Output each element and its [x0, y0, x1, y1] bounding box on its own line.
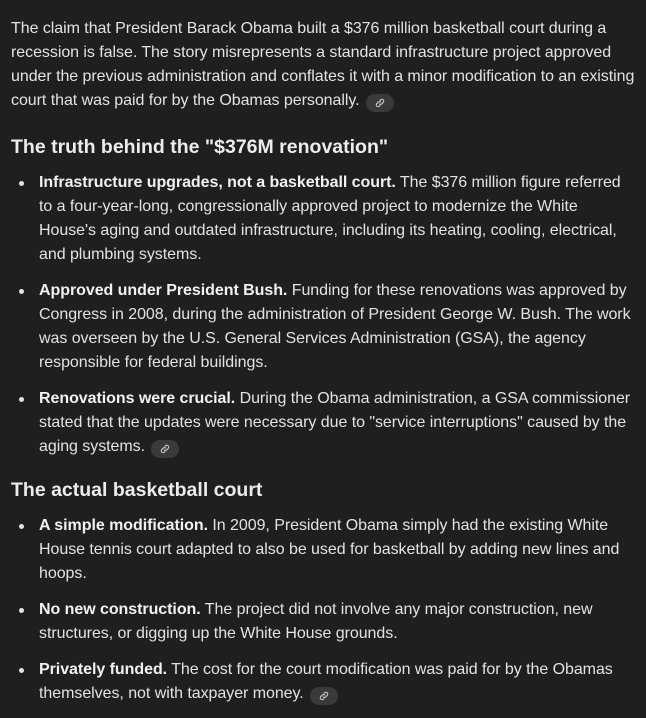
list-item: [11, 514, 636, 586]
bullet-dot: [19, 289, 24, 294]
list-item: [11, 387, 636, 459]
item-lead: No new construction.: [39, 601, 201, 618]
item-text: The $376 million figure referred to a four-year-long, congressionally approved project to modernize the White House's aging and outdated infrastructure, including its heating, cooling, electrical, and plumbing systems.: [39, 174, 621, 263]
item-lead: Infrastructure upgrades, not a basketball court.: [39, 174, 396, 191]
item-text: The project did not involve any major construction, new structures, or digging up the White House grounds.: [39, 601, 593, 642]
list-item: [11, 598, 636, 646]
item-text: Funding for these renovations was approved by Congress in 2008, during the administration of President George W. Bush. The work was overseen by the U.S. General Services Administration (GSA), the agency responsible for federal buildings.: [39, 282, 631, 371]
renovation-list: [11, 171, 636, 459]
item-lead: A simple modification.: [39, 517, 208, 534]
list-item: [11, 171, 636, 267]
list-item: [11, 658, 636, 706]
bullet-dot: [19, 397, 24, 402]
source-link-chip[interactable]: [310, 687, 338, 705]
item-text: The cost for the court modification was paid for by the Obamas themselves, not with taxpayer money.: [39, 661, 613, 702]
source-link-chip[interactable]: [366, 94, 394, 112]
intro-text: The claim that President Barack Obama built a $376 million basketball court during a recession is false. The story misrepresents a standard infrastructure project approved under the previous administration and conflates it with a minor modification to an existing court that was paid for by the Obamas personally.: [11, 20, 635, 109]
item-lead: Renovations were crucial.: [39, 390, 236, 407]
bullet-dot: [19, 524, 24, 529]
bullet-dot: [19, 608, 24, 613]
bullet-dot: [19, 181, 24, 186]
item-lead: Privately funded.: [39, 661, 168, 678]
link-icon: [375, 98, 385, 108]
intro-paragraph: [11, 17, 636, 113]
item-text: In 2009, President Obama simply had the existing White House tennis court adapted to also be used for basketball by adding new lines and hoops.: [39, 517, 620, 582]
item-text: During the Obama administration, a GSA commissioner stated that the updates were necessary due to "service interruptions" caused by the aging systems.: [39, 390, 631, 455]
section-heading-court: The actual basketball court: [11, 479, 263, 501]
item-lead: Approved under President Bush.: [39, 282, 288, 299]
bullet-dot: [19, 668, 24, 673]
link-icon: [160, 444, 170, 454]
link-icon: [319, 691, 329, 701]
source-link-chip[interactable]: [151, 440, 179, 458]
list-item: [11, 279, 636, 375]
section-heading-renovation: The truth behind the "$376M renovation": [11, 136, 389, 158]
court-list: [11, 514, 636, 706]
